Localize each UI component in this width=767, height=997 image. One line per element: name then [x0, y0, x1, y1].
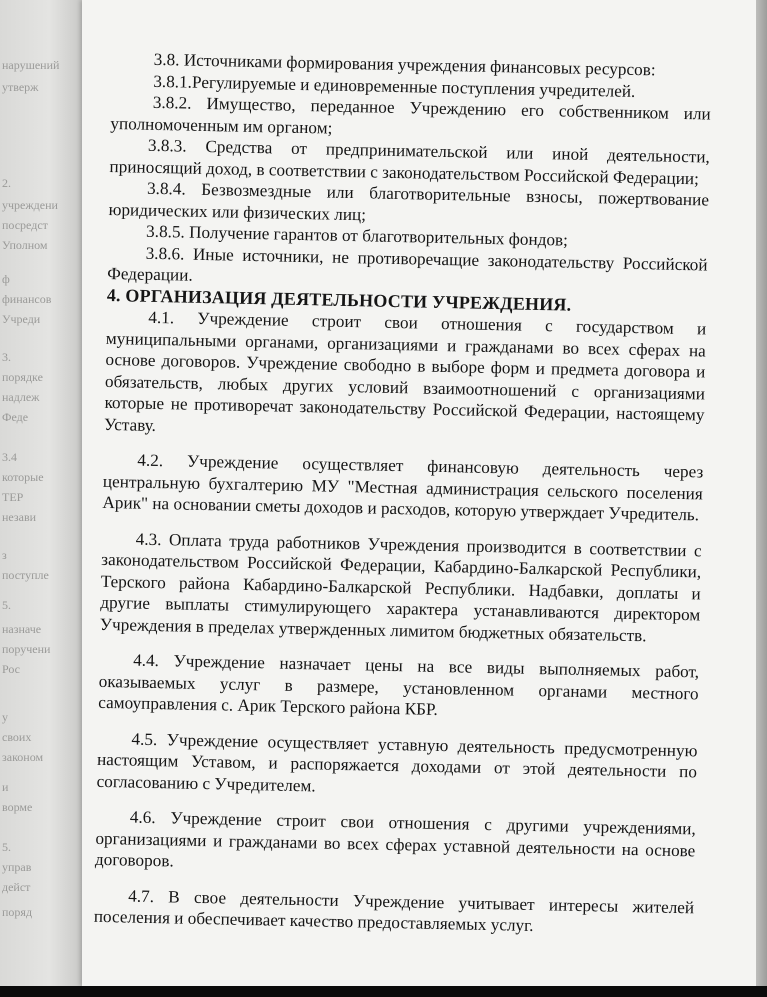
- adjacent-page-strip: [0, 0, 82, 997]
- paragraph-4-4: 4.4. Учреждение назначает цены на все виды выполняемых работ, оказываемых услуг в размере, установленном органами местного самоуправления с. Арик Терского района КБР.: [98, 650, 700, 719]
- margin-fragment: нарушений: [2, 58, 60, 72]
- margin-fragment: порядке: [2, 370, 43, 384]
- margin-fragment: учреждени: [2, 198, 58, 212]
- margin-fragment: утверж: [2, 80, 39, 94]
- margin-fragment: надлеж: [2, 390, 40, 404]
- margin-fragment: Рос: [2, 662, 20, 676]
- margin-fragment: Уполном: [2, 238, 48, 252]
- margin-fragment: Феде: [2, 410, 29, 424]
- margin-fragment: посредст: [2, 218, 48, 232]
- margin-fragment: дейст: [2, 880, 31, 894]
- margin-fragment: Учреди: [2, 312, 41, 326]
- paragraph-4-7: 4.7. В свое деятельности Учреждение учитывает интересы жителей поселения и обеспечивает качество предоставляемых услуг.: [93, 886, 695, 936]
- margin-fragment: 5.: [2, 598, 11, 612]
- margin-fragment: незави: [2, 510, 37, 524]
- margin-fragment: ф: [2, 272, 10, 286]
- margin-fragment: ТЕР: [2, 490, 24, 504]
- margin-fragment: у: [2, 710, 8, 724]
- margin-fragment: своих: [2, 730, 32, 744]
- paragraph-4-5: 4.5. Учреждение осуществляет уставную деятельность предусмотренную настоящим Уставом, и распоряжается доходами от этой деятельности по согласованию с Учредителем.: [96, 729, 698, 795]
- paragraph-4-3: 4.3. Оплата труда работников Учреждения производится в соответствии с законодательством Российской Федерации, Кабардино-Балкарской Республики, Терского района Кабардино-Балкарской Республики. Надбавки, доплаты и другие выплаты стимулирующего характера устанавливаются директором Учреждения в пределах утвержденных лимитом бюджетных обязательств.: [99, 529, 702, 645]
- paragraph-4-1: 4.1. Учреждение строит свои отношения с государством и муниципальными органами, организациями и гражданами во всех сферах на основе договоров. Учреждение свободно в выборе форм и предмета договора и обязательств, любых других условий взаимоотношений с организациями которые не противоречат законодательству Российской Федерации, настоящему Уставу.: [103, 307, 707, 435]
- margin-fragment: финансов: [2, 292, 52, 306]
- scan-bottom-border: [0, 986, 767, 997]
- margin-fragment: законом: [2, 750, 44, 764]
- paragraph-3-8-6: 3.8.6. Иные источники, не противоречащие законодательству Российской Федерации.: [107, 243, 708, 285]
- paragraph-3-8-2: 3.8.2. Имущество, переданное Учреждению его собственником или уполномоченным им органом;: [110, 92, 711, 138]
- margin-fragment: 3.4: [2, 450, 17, 464]
- margin-fragment: которые: [2, 470, 44, 484]
- paragraph-3-8-3: 3.8.3. Средства от предпринимательской или иной деятельности, приносящий доход, в соответствии с законодательством Российской Федерации;: [109, 135, 711, 188]
- margin-fragment: назначе: [2, 622, 42, 636]
- paragraph-3-8-4: 3.8.4. Безвозмездные или благотворительные взносы, пожертвование юридических или физических лиц;: [108, 178, 710, 224]
- page-edge-shadow: [756, 0, 767, 997]
- paragraph-3-8: 3.8. Источниками формирования учреждения финансовых ресурсов:: [153, 49, 656, 80]
- margin-fragment: поручени: [2, 642, 51, 656]
- section-4-heading: 4. ОРГАНИЗАЦИЯ ДЕЯТЕЛЬНОСТИ УЧРЕЖДЕНИЯ.: [106, 284, 572, 315]
- document-body: [94, 48, 712, 940]
- paragraph-3-8-5: 3.8.5. Получение гарантов от благотворительных фондов;: [145, 221, 569, 250]
- margin-fragment: 2.: [2, 176, 11, 190]
- margin-fragment: з: [2, 548, 7, 562]
- margin-fragment: ворме: [2, 800, 33, 814]
- paragraph-4-2: 4.2. Учреждение осуществляет финансовую деятельность через центральную бухгалтерию МУ "Местная администрация сельского поселения Арик" на основании сметы доходов и расходов, которую утверждает Учредитель.: [102, 450, 704, 525]
- margin-fragment: поряд: [2, 905, 33, 919]
- margin-fragment: 3.: [2, 350, 11, 364]
- paragraph-4-6: 4.6. Учреждение строит свои отношения с другими учреждениями, организациями и гражданами во всех сферах уставной деятельности на основе договоров.: [94, 807, 696, 871]
- margin-fragment: и: [2, 780, 9, 794]
- margin-fragment: 5.: [2, 840, 11, 854]
- margin-fragment: поступле: [2, 568, 49, 582]
- paragraph-3-8-1: 3.8.1.Регулируемые и единовременные поступления учредителей.: [153, 71, 636, 101]
- margin-fragment: управ: [2, 860, 32, 874]
